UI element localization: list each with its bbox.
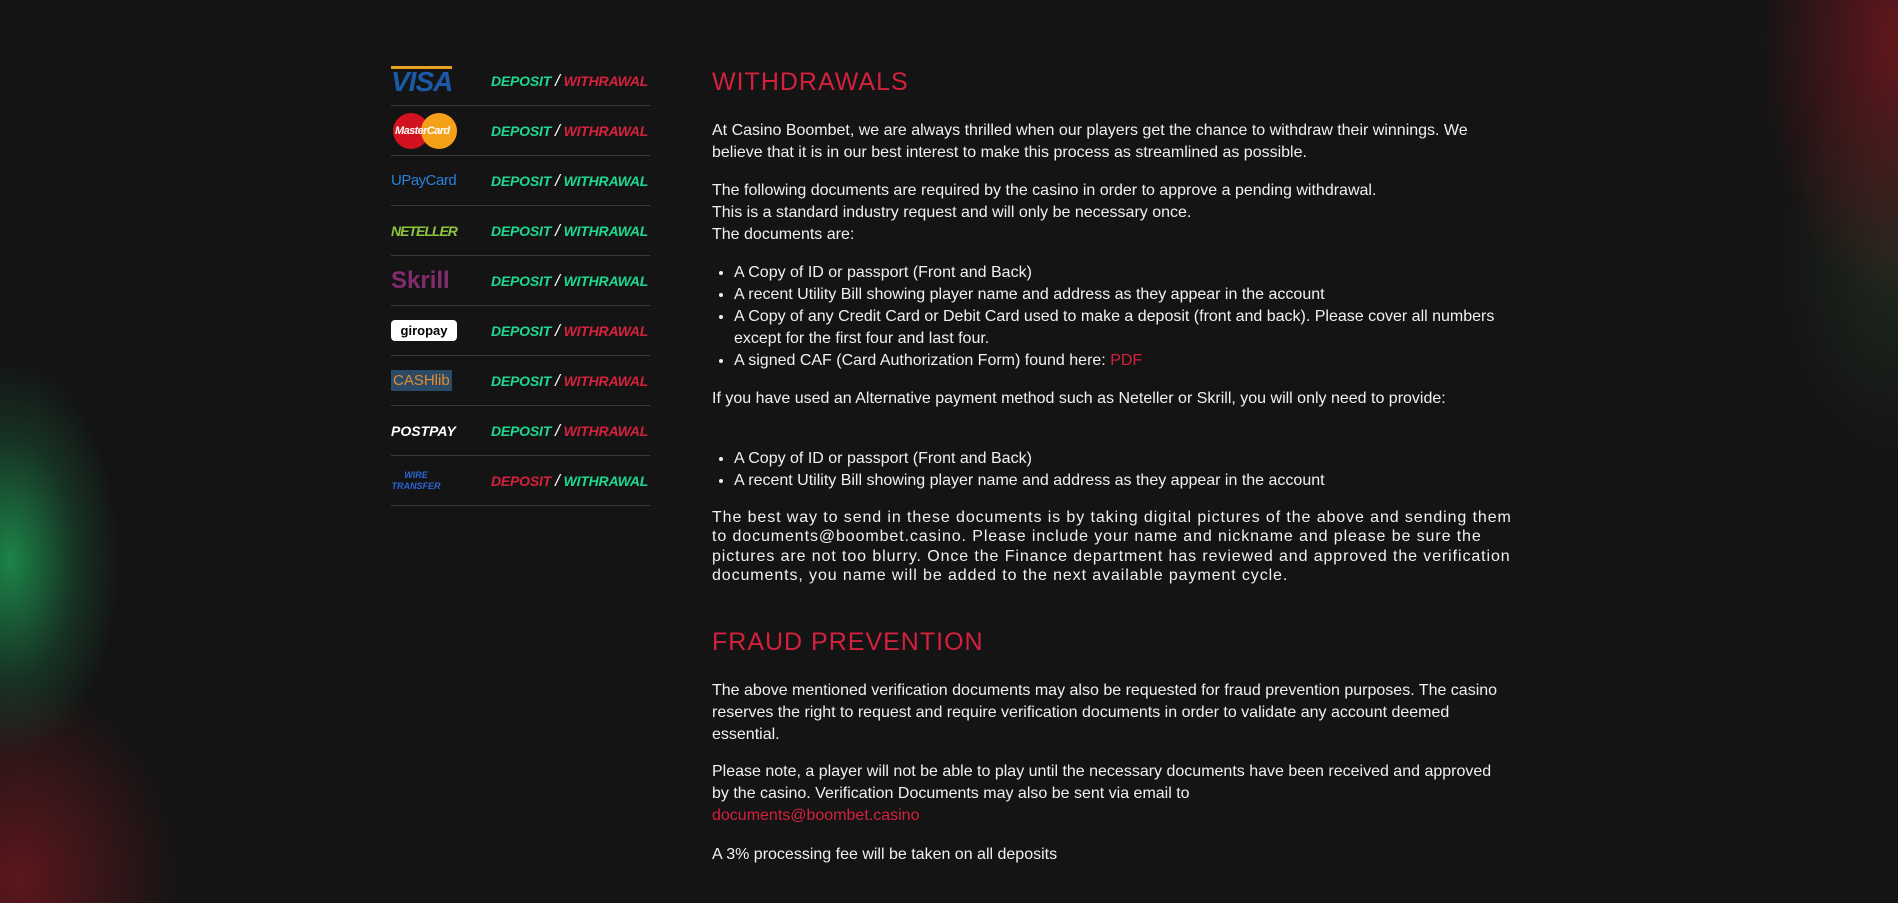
withdrawals-intro: At Casino Boombet, we are always thrilled when our players get the chance to withdraw their winnings. We believe that it is in our best interest to make this process as streamlined as possible.: [712, 122, 1468, 161]
documents-required-text: The following documents are required by the casino in order to approve a pending withdrawal. This is a standard industry request and will only be necessary once. The documents are:: [712, 182, 1377, 243]
payment-row-skrill: Skrill DEPOSIT / WITHRAWAL: [391, 256, 650, 306]
skrill-logo: Skrill: [391, 266, 450, 294]
withdrawal-label: WITHRAWAL: [563, 372, 649, 389]
withdrawal-label: WITHRAWAL: [563, 222, 649, 239]
mastercard-logo: MasterCard: [391, 111, 459, 151]
deposit-label: DEPOSIT: [491, 472, 552, 489]
postpay-logo: POSTPAY: [391, 422, 456, 439]
documents-list: [712, 262, 1534, 372]
deposit-label: DEPOSIT: [491, 122, 552, 139]
pdf-link[interactable]: PDF: [1110, 352, 1143, 369]
withdrawal-label: WITHRAWAL: [563, 72, 649, 89]
alternative-method-text: If you have used an Alternative payment method such as Neteller or Skrill, you will only need to provide:: [712, 390, 1446, 407]
payment-row-upaycard: UPayCard DEPOSIT / WITHRAWAL: [391, 156, 650, 206]
send-documents-text: The best way to send in these documents is by taking digital pictures of the above and sending them to documents@boombet.casino. Please include your name and nickname and please be sure the pictures are not too blurry. Once the Finance department has reviewed and approved the verification documents, you name will be added to the next available payment cycle.: [712, 509, 1512, 584]
deposit-label: DEPOSIT: [491, 272, 552, 289]
visa-logo: VISA: [391, 66, 453, 97]
deposit-label: DEPOSIT: [491, 72, 552, 89]
payment-row-postpay: POSTPAY DEPOSIT / WITHRAWAL: [391, 406, 650, 456]
payment-row-wire-transfer: WIRE TRANSFER DEPOSIT / WITHRAWAL: [391, 456, 650, 506]
withdrawal-label: WITHRAWAL: [563, 472, 649, 489]
cashlib-logo: CASHlib: [393, 372, 450, 389]
list-item: • A recent Utility Bill showing player name and address as they appear in the account: [734, 284, 1534, 306]
deposit-label: DEPOSIT: [491, 172, 552, 189]
list-item: • A recent Utility Bill showing player name and address as they appear in the account: [734, 470, 1534, 492]
payment-row-giropay: giropay DEPOSIT / WITHRAWAL: [391, 306, 650, 356]
list-item: • A Copy of any Credit Card or Debit Card used to make a deposit (front and back). Please cover all numbers except for the first four and last four.: [734, 306, 1534, 350]
alt-documents-list: [712, 448, 1534, 492]
wire-transfer-logo: WIRE TRANSFER: [391, 469, 441, 491]
payment-row-visa: VISA DEPOSIT / WITHRAWAL: [391, 56, 650, 106]
withdrawal-label: WITHRAWAL: [563, 172, 649, 189]
please-note-text: Please note, a player will not be able to play until the necessary documents have been received and approved by the casino. Verification Documents may also be sent via email to documents@boombet.casino: [712, 763, 1492, 824]
withdrawal-label: WITHRAWAL: [563, 272, 649, 289]
withdrawal-label: WITHRAWAL: [563, 422, 649, 439]
email-link[interactable]: documents@boombet.casino: [712, 807, 920, 824]
upaycard-logo: UPayCard: [391, 172, 457, 189]
list-item: • A signed CAF (Card Authorization Form) found here: PDF: [734, 350, 1534, 372]
deposit-label: DEPOSIT: [491, 322, 552, 339]
deposit-label: DEPOSIT: [491, 422, 552, 439]
withdrawals-heading: WITHDRAWALS: [712, 68, 909, 96]
payment-row-cashlib: CASHlib DEPOSIT / WITHRAWAL: [391, 356, 650, 406]
payment-methods-list: [391, 56, 650, 506]
payment-row-mastercard: MasterCard DEPOSIT / WITHRAWAL: [391, 106, 650, 156]
fraud-text: The above mentioned verification documents may also be requested for fraud prevention purposes. The casino reserves the right to request and require verification documents in order to validate any account deemed essential.: [712, 682, 1498, 743]
withdrawal-label: WITHRAWAL: [563, 122, 649, 139]
processing-fee-text: A 3% processing fee will be taken on all deposits: [712, 846, 1058, 863]
payment-row-neteller: NETELLER DEPOSIT / WITHRAWAL: [391, 206, 650, 256]
deposit-label: DEPOSIT: [491, 372, 552, 389]
list-item: • A Copy of ID or passport (Front and Back): [734, 262, 1534, 284]
deposit-label: DEPOSIT: [491, 222, 552, 239]
giropay-logo: giropay: [391, 311, 459, 351]
neteller-logo: NETELLER: [391, 222, 457, 239]
list-item: • A Copy of ID or passport (Front and Back): [734, 448, 1534, 470]
withdrawal-label: WITHRAWAL: [563, 322, 649, 339]
fraud-prevention-heading: FRAUD PREVENTION: [712, 628, 984, 656]
